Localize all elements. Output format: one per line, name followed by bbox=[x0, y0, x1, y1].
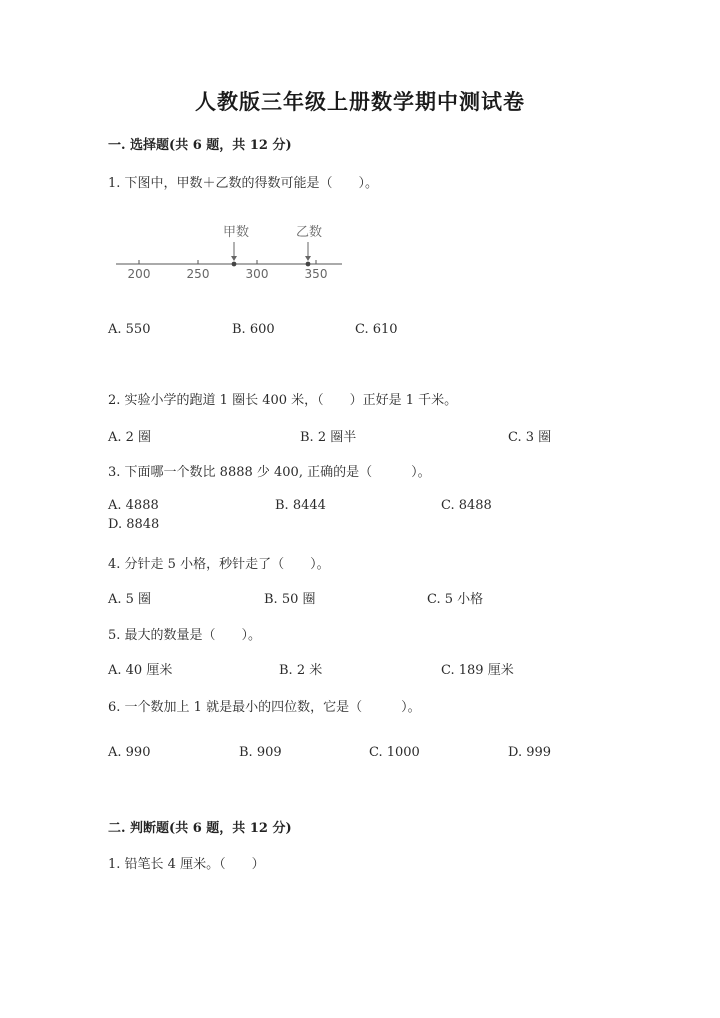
number-line-figure bbox=[110, 218, 350, 284]
question-5-text: 5. 最大的数量是（ ）。 bbox=[108, 628, 262, 643]
question-6-text: 6. 一个数加上 1 就是最小的四位数，它是（ ）。 bbox=[108, 700, 421, 715]
q6-option-b: B. 909 bbox=[239, 745, 282, 760]
point-b-dot bbox=[306, 262, 311, 267]
q3-option-d: D. 8848 bbox=[108, 517, 160, 532]
question-3-text: 3. 下面哪一个数比 8888 少 400, 正确的是（ ）。 bbox=[108, 465, 431, 480]
q1-option-a: A. 550 bbox=[108, 322, 151, 337]
point-a-dot bbox=[232, 262, 237, 267]
judgement-question-1-text: 1. 铅笔长 4 厘米。（ ） bbox=[108, 857, 265, 872]
q6-option-d: D. 999 bbox=[508, 745, 552, 760]
q4-option-a: A. 5 圈 bbox=[108, 592, 152, 607]
q2-option-a: A. 2 圈 bbox=[108, 430, 152, 445]
q3-option-c: C. 8488 bbox=[441, 498, 492, 513]
q3-option-a: A. 4888 bbox=[108, 498, 159, 513]
question-1-text: 1. 下图中，甲数＋乙数的得数可能是（ ）。 bbox=[108, 176, 379, 191]
point-b-arrowhead bbox=[305, 256, 311, 261]
q5-option-b: B. 2 米 bbox=[279, 663, 323, 678]
q6-option-c: C. 1000 bbox=[369, 745, 420, 760]
point-a-arrowhead bbox=[231, 256, 237, 261]
q4-option-b: B. 50 圈 bbox=[264, 592, 316, 607]
q1-option-b: B. 600 bbox=[232, 322, 275, 337]
q6-option-a: A. 990 bbox=[108, 745, 151, 760]
tick-label-200: 200 bbox=[127, 267, 151, 281]
section-heading-choice: 一. 选择题(共 6 题，共 12 分) bbox=[108, 138, 292, 153]
q1-option-c: C. 610 bbox=[355, 322, 398, 337]
tick-label-350: 350 bbox=[304, 267, 328, 281]
q5-option-c: C. 189 厘米 bbox=[441, 663, 514, 678]
q4-option-c: C. 5 小格 bbox=[427, 592, 484, 607]
question-2-text: 2. 实验小学的跑道 1 圈长 400 米，（ ）正好是 1 千米。 bbox=[108, 393, 458, 408]
page-title: 人教版三年级上册数学期中测试卷 bbox=[195, 89, 525, 114]
question-4-text: 4. 分针走 5 小格，秒针走了（ ）。 bbox=[108, 557, 330, 572]
tick-label-250: 250 bbox=[186, 267, 210, 281]
tick-label-300: 300 bbox=[245, 267, 269, 281]
point-a-label: 甲数 bbox=[222, 225, 250, 240]
q5-option-a: A. 40 厘米 bbox=[108, 663, 173, 678]
q3-option-b: B. 8444 bbox=[275, 498, 326, 513]
q2-option-b: B. 2 圈半 bbox=[300, 430, 357, 445]
section-heading-judgement: 二. 判断题(共 6 题，共 12 分) bbox=[108, 821, 292, 836]
point-b-label: 乙数 bbox=[295, 225, 323, 240]
q2-option-c: C. 3 圈 bbox=[508, 430, 552, 445]
